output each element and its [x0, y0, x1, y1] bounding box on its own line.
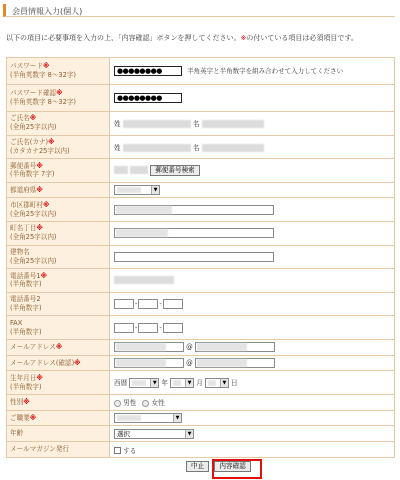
building-label: 建物名 (全角25字以内)	[7, 245, 110, 269]
chevron-down-icon: ▼	[185, 379, 193, 387]
occupation-label: ご職業※	[7, 410, 110, 426]
occupation-select[interactable]	[114, 413, 182, 423]
tel2-number-input[interactable]	[163, 299, 183, 309]
fax-area-input[interactable]	[114, 323, 134, 333]
gender-male-radio[interactable]	[114, 400, 121, 407]
magazine-label: メールマガジン発行	[7, 442, 110, 458]
password-label: パスワード※ (半角英数字 8～32字)	[7, 58, 110, 85]
street-label: 町名丁目※ (全角25字以内)	[7, 222, 110, 246]
first-name-kana-input[interactable]	[202, 144, 264, 152]
tel2-area-input[interactable]	[114, 299, 134, 309]
last-name-input[interactable]	[123, 120, 191, 128]
prefecture-select[interactable]	[114, 185, 160, 195]
city-input[interactable]	[114, 205, 274, 215]
chevron-down-icon: ▼	[220, 379, 228, 387]
chevron-down-icon: ▼	[150, 379, 158, 387]
gender-label: 性別※	[7, 395, 110, 411]
city-label: 市区郡町村※ (全角25字以内)	[7, 198, 110, 222]
age-select[interactable]: 選択 ▼	[114, 429, 194, 439]
tel1-label: 電話番号1※ (半角数字)	[7, 269, 110, 293]
intro-text: 以下の項目に必要事項を入力の上、「内容確認」ボタンを押してください。※の付いている項目は必須項目です。	[6, 34, 358, 42]
birth-month-select[interactable]	[170, 378, 194, 388]
birth-label: 生年月日※ (半角数字)	[7, 371, 110, 395]
password-confirm-input[interactable]: ●●●●●●●●	[114, 93, 182, 103]
magazine-checkbox[interactable]	[114, 447, 121, 454]
email-domain-input[interactable]	[195, 342, 275, 352]
zip-search-button[interactable]: 郵便番号検索	[150, 165, 200, 176]
page-title: 会員情報入力(個人)	[12, 7, 83, 16]
tel2-local-input[interactable]	[138, 299, 158, 309]
confirm-button-highlight	[212, 459, 262, 479]
gender-female-radio[interactable]	[142, 400, 149, 407]
chevron-down-icon: ▼	[151, 186, 159, 194]
password-hint: 半角英字と半角数字を組み合わせて入力してください	[187, 67, 344, 76]
email-confirm-user-input[interactable]	[114, 358, 184, 368]
password-confirm-label: パスワード確認※ (半角英数字 8～32字)	[7, 84, 110, 111]
last-name-kana-input[interactable]	[123, 144, 191, 152]
cancel-button[interactable]: 中止	[186, 461, 209, 472]
zip-second-input[interactable]	[130, 166, 148, 174]
tel1-input[interactable]	[114, 276, 174, 284]
tel2-label: 電話番号2 (半角数字)	[7, 292, 110, 316]
member-form: パスワード※ (半角英数字 8～32字) ●●●●●●●● 半角英字と半角数字を組み合わせて入力してください パスワード確認※ (半角英数字 8～32字) ●●●●●●●● ご氏名※ (全角25字以内) 姓 名 ご氏名(カナ)※ (カタカナ25字以内) 姓 名 郵便番号※ (半角数字 7字) 郵便番号検索 都道府県※ ▼ 市区郡町村※ (全角25字以内) 町名丁目※ (全角25字以内) 建物名 (全角25字以内) 電話番号1※ (半角数字) 電話番号2 (半角数字) - - FAX (半角数字) - - メールアドレス※ @ メールアドレス(確認)※ @ 生年月日※ (半角数字) 西暦 ▼ 年 ▼ 月 ▼ 日 性別※ 男性 女性 ご職業※ ▼ 年齢 選択 ▼ メールマガジン発行 する	[6, 57, 395, 458]
zip-label: 郵便番号※ (半角数字 7字)	[7, 159, 110, 183]
first-name-input[interactable]	[202, 120, 264, 128]
street-input[interactable]	[114, 228, 274, 238]
prefecture-label: 都道府県※	[7, 182, 110, 198]
birth-day-select[interactable]	[205, 378, 229, 388]
birth-year-select[interactable]	[129, 378, 159, 388]
page-header	[3, 4, 395, 17]
name-label: ご氏名※ (全角25字以内)	[7, 111, 110, 135]
zip-first-input[interactable]	[114, 166, 128, 174]
age-label: 年齢	[7, 426, 110, 442]
email-user-input[interactable]	[114, 342, 184, 352]
fax-local-input[interactable]	[138, 323, 158, 333]
name-kana-label: ご氏名(カナ)※ (カタカナ25字以内)	[7, 135, 110, 159]
fax-label: FAX (半角数字)	[7, 316, 110, 340]
chevron-down-icon: ▼	[185, 430, 193, 438]
email-label: メールアドレス※	[7, 339, 110, 355]
building-input[interactable]	[114, 252, 274, 262]
chevron-down-icon: ▼	[173, 414, 181, 422]
email-confirm-domain-input[interactable]	[195, 358, 275, 368]
password-input[interactable]: ●●●●●●●●	[114, 66, 182, 76]
fax-number-input[interactable]	[163, 323, 183, 333]
email-confirm-label: メールアドレス(確認)※	[7, 355, 110, 371]
confirm-button[interactable]: 内容確認	[214, 461, 250, 472]
